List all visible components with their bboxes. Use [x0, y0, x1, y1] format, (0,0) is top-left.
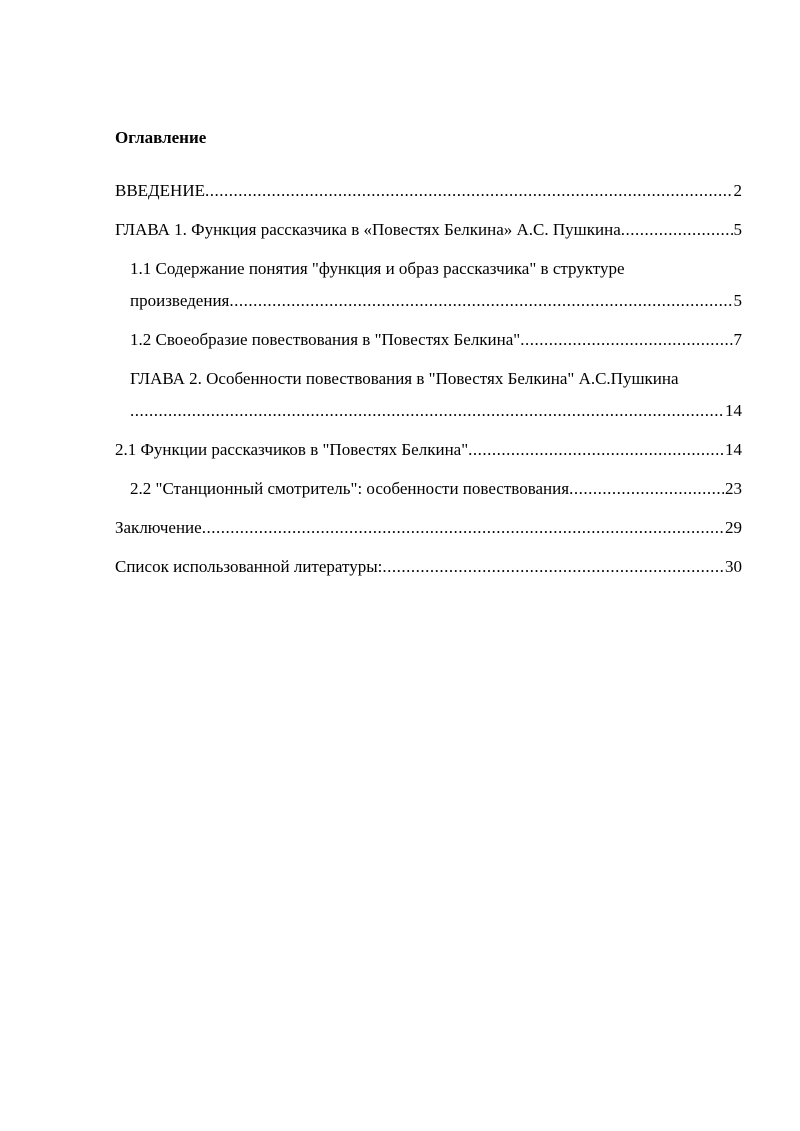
dot-leader — [520, 330, 732, 350]
toc-entry-introduction[interactable] — [115, 181, 742, 201]
toc-entry-section-2-1[interactable] — [115, 440, 742, 460]
toc-entry-title: 1.2 Своеобразие повествования в "Повестях Белкина" — [130, 330, 521, 349]
toc-entry-page: 5 — [733, 220, 742, 239]
toc-entry-section-1-2[interactable] — [130, 330, 742, 350]
toc-entry-bibliography[interactable] — [115, 557, 742, 577]
dot-leader — [468, 440, 724, 460]
toc-entry-section-2-2[interactable] — [130, 479, 742, 499]
toc-entry-1-1-title-line1[interactable]: 1.1 Содержание понятия "функция и образ рассказчика" в структуре — [130, 259, 625, 278]
dot-leader — [382, 557, 724, 577]
toc-entry-title: произведения — [130, 291, 230, 310]
toc-entry-title: ВВЕДЕНИЕ — [115, 181, 205, 200]
toc-entry-page: 14 — [725, 440, 742, 459]
toc-entry-title: ГЛАВА 1. Функция рассказчика в «Повестях Белкина» А.С. Пушкина — [115, 220, 621, 239]
dot-leader — [229, 291, 732, 311]
dot-leader — [569, 479, 724, 499]
toc-entry-chapter-1[interactable] — [115, 220, 742, 240]
toc-entry-page: 30 — [725, 557, 742, 576]
toc-entry-page: 23 — [725, 479, 742, 498]
toc-entry-page: 29 — [725, 518, 742, 537]
toc-entry-section-1-1[interactable] — [130, 291, 742, 311]
toc-entry-title: 2.2 "Станционный смотритель": особенности повествования — [130, 479, 570, 498]
toc-entry-chapter-2[interactable] — [130, 401, 742, 421]
toc-heading: Оглавление — [115, 128, 207, 147]
dot-leader — [202, 518, 724, 538]
toc-entry-conclusion[interactable] — [115, 518, 742, 538]
toc-entry-page: 7 — [733, 330, 742, 349]
toc-entry-title: Заключение — [115, 518, 202, 537]
dot-leader — [130, 401, 724, 421]
toc-entry-title: 2.1 Функции рассказчиков в "Повестях Белкина" — [115, 440, 469, 459]
toc-entry-page: 2 — [733, 181, 742, 200]
toc-entry-title: Список использованной литературы: — [115, 557, 383, 576]
dot-leader — [205, 181, 733, 201]
toc-entry-chapter-2-title-line1[interactable]: ГЛАВА 2. Особенности повествования в "Повестях Белкина" А.С.Пушкина — [130, 369, 679, 388]
toc-entry-page: 14 — [725, 401, 742, 420]
dot-leader — [621, 220, 733, 240]
toc-entry-page: 5 — [733, 291, 742, 310]
